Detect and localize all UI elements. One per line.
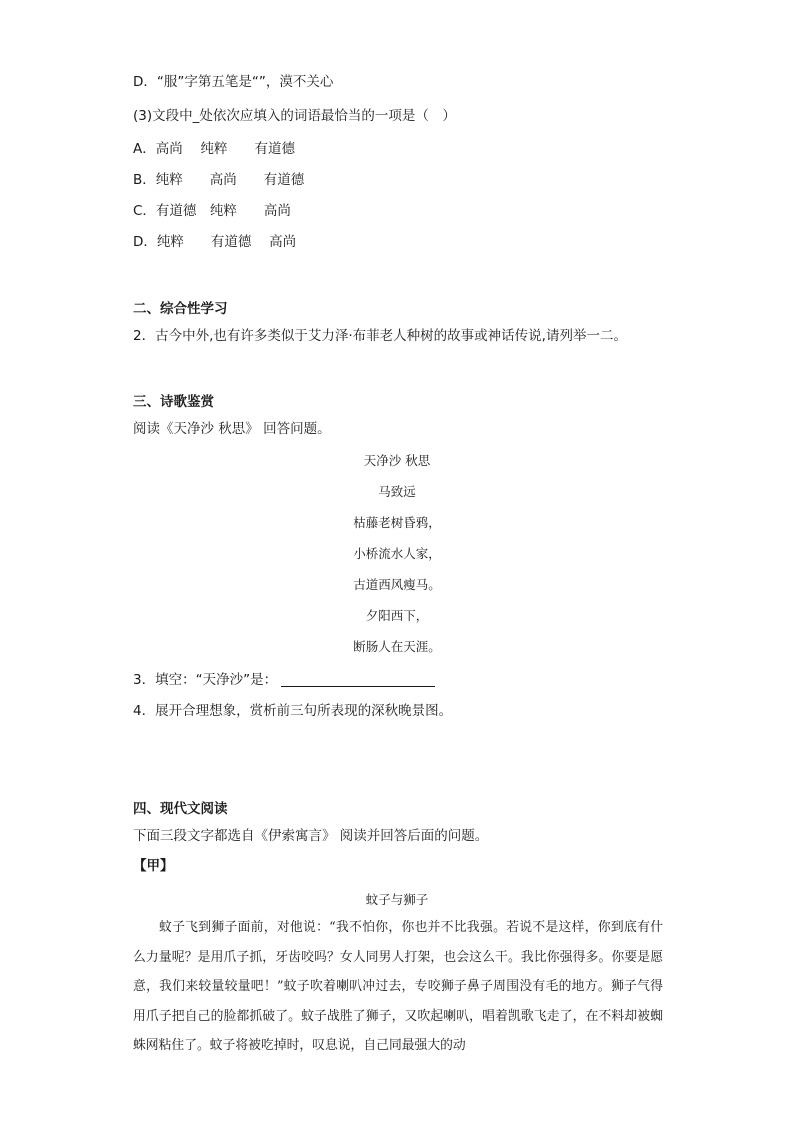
section4-part-label: 【甲】 <box>133 858 174 874</box>
poem-title: 天净沙 秋思 <box>363 453 431 468</box>
section3-intro: 阅读《天净沙 秋思》 回答问题。 <box>133 421 331 437</box>
q3-stem: (3)文段中_处依次应填入的词语最恰当的一项是（ ） <box>133 108 456 124</box>
section2-q2: 2．古今中外,也有许多类似于艾力泽·布菲老人种树的故事或神话传说,请列举一二。 <box>133 328 627 344</box>
poem-author: 马致远 <box>378 484 416 499</box>
section3-heading: 三、诗歌鉴赏 <box>133 394 214 410</box>
section4-heading: 四、现代文阅读 <box>133 801 228 817</box>
section3-q3 <box>133 671 435 689</box>
poem-line-4: 夕阳西下， <box>365 608 429 623</box>
section2-heading: 二、综合性学习 <box>133 301 228 317</box>
q3-option-d: D．纯粹 有道德 高尚 <box>133 234 297 250</box>
story-text: 蚊子飞到狮子面前，对他说：“我不怕你，你也并不比我强。若说不是这样，你到底有什么力量呢？是用爪子抓，牙齿咬吗？女人同男人打架，也会这么干。我比你强得多。你要是愿意，我们来较量较量吧！”蚊子吹着喇叭冲过去，专咬狮子鼻子周围没有毛的地方。狮子气得用爪子把自己的脸都抓破了。蚊子战胜了狮子，又吹起喇叭，唱着凯歌飞走了，在不料却被蜘蛛网粘住了。蚊子将被吃掉时，叹息说，自己同最强大的动 <box>133 920 663 1053</box>
q3-option-a: A．高尚 纯粹 有道德 <box>133 141 296 157</box>
answer-blank[interactable] <box>281 672 435 687</box>
section3-q3-text: 3．填空：“天净沙”是： <box>133 672 278 688</box>
q3-option-d-prev: D．“服”字第五笔是“”，漠不关心 <box>133 74 334 90</box>
story-title: 蚊子与狮子 <box>365 892 429 907</box>
q3-option-c: C．有道德 纯粹 高尚 <box>133 203 291 219</box>
poem-line-2: 小桥流水人家， <box>353 546 441 561</box>
q3-option-b: B．纯粹 高尚 有道德 <box>133 172 305 188</box>
section4-intro: 下面三段文字都选自《伊索寓言》 阅读并回答后面的问题。 <box>133 828 489 844</box>
poem-line-3: 古道西风瘦马。 <box>353 577 441 592</box>
section3-q4: 4．展开合理想象，赏析前三句所表现的深秋晚景图。 <box>133 703 453 719</box>
poem-line-5: 断肠人在天涯。 <box>353 639 441 654</box>
poem-line-1: 枯藤老树昏鸦， <box>353 515 441 530</box>
